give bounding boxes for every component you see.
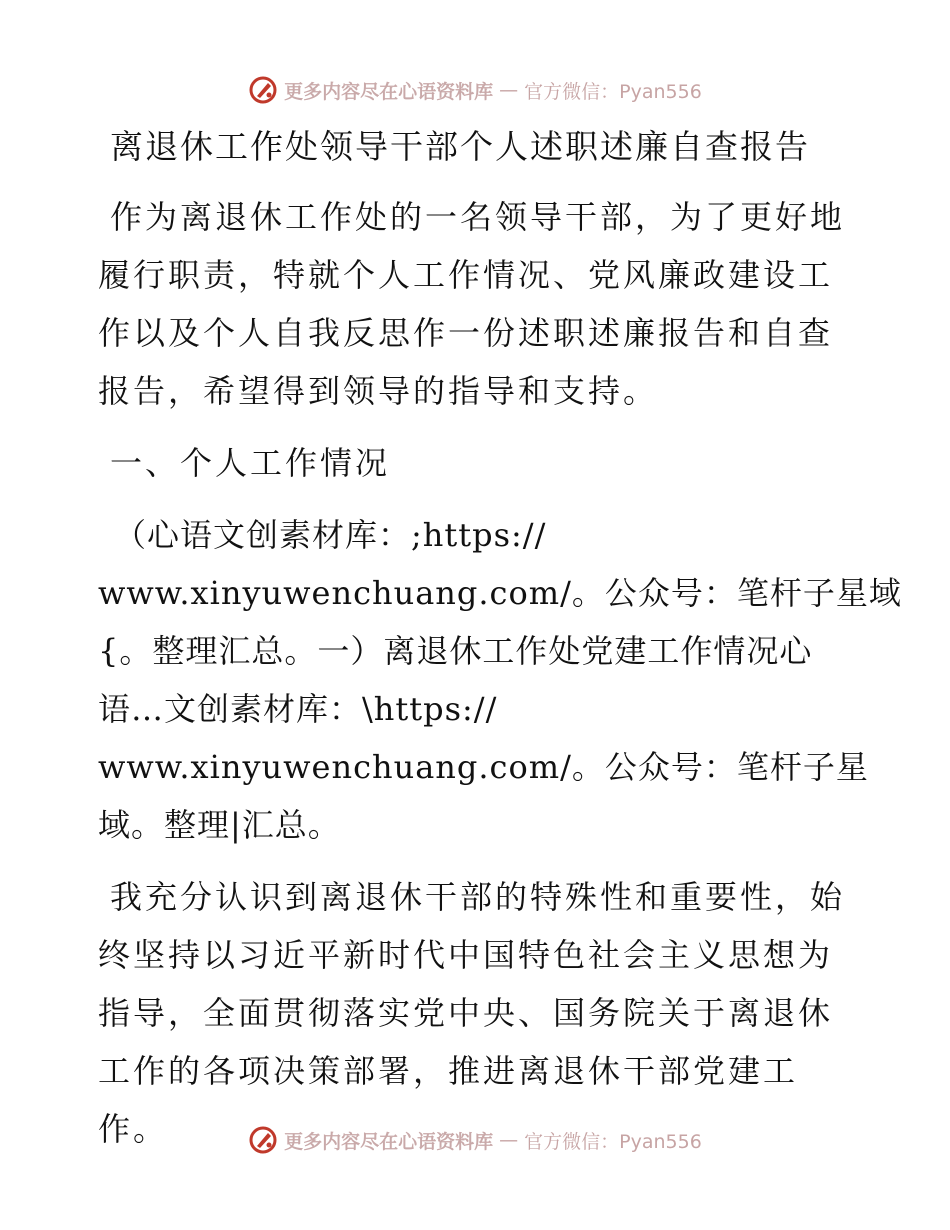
source-note-block <box>98 506 902 854</box>
pen-logo-icon <box>248 1125 278 1155</box>
banner-separator: — <box>499 1129 519 1151</box>
source-note-line: 域。整理|汇总。 <box>98 806 341 844</box>
banner-text: 更多内容尽在心语资料库 <box>284 1130 494 1153</box>
header-banner <box>0 70 950 110</box>
document-title: 离退休工作处领导干部个人述职述廉自查报告 <box>110 127 810 166</box>
source-note-line: （心语文创素材库：;https:// <box>114 516 547 554</box>
footer-banner <box>0 1120 950 1160</box>
intro-paragraph: 作为离退休工作处的一名领导干部，为了更好地履行职责，特就个人工作情况、党风廉政建设工作以及个人自我反思作一份述职述廉报告和自查报告，希望得到领导的指导和支持。 <box>98 198 846 410</box>
banner-wechat: 官方微信：Pyan556 <box>524 80 702 103</box>
source-note-line: www.xinyuwenchuang.com/。公众号：笔杆子星 <box>98 748 869 786</box>
pen-logo-icon <box>248 75 278 105</box>
source-note-line: {。整理汇总。一）离退休工作处党建工作情况心 <box>98 632 813 670</box>
body-paragraph: 我充分认识到离退休干部的特殊性和重要性，始终坚持以习近平新时代中国特色社会主义思想为指导，全面贯彻落实党中央、国务院关于离退休工作的各项决策部署，推进离退休干部党建工作。 <box>98 878 846 1148</box>
banner-separator: — <box>499 79 519 101</box>
banner-text: 更多内容尽在心语资料库 <box>284 80 494 103</box>
banner-wechat: 官方微信：Pyan556 <box>524 1130 702 1153</box>
source-note-line: www.xinyuwenchuang.com/。公众号：笔杆子星域 <box>98 574 902 612</box>
source-note-line: 语…文创素材库：\https:// <box>98 690 498 728</box>
document-body <box>98 118 902 1172</box>
section-heading: 一、个人工作情况 <box>110 444 391 482</box>
